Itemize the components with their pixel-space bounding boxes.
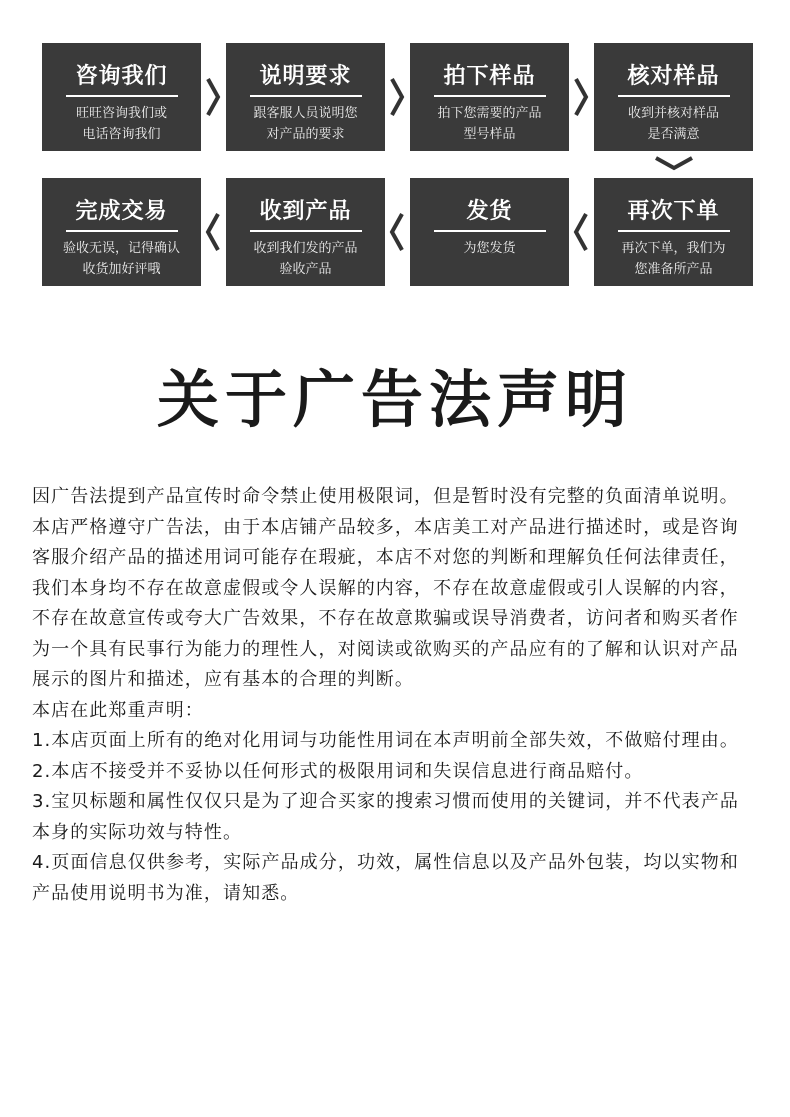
divider bbox=[618, 95, 730, 97]
statement-body bbox=[32, 482, 754, 909]
chevron-left-icon bbox=[573, 212, 589, 252]
divider bbox=[618, 230, 730, 232]
step-explain-requirements bbox=[226, 43, 385, 151]
step-order-sample bbox=[410, 43, 569, 151]
step-complete-deal bbox=[42, 178, 201, 286]
page-title: 关于广告法声明 bbox=[156, 363, 633, 436]
divider bbox=[434, 95, 546, 97]
step-title: 说明要求 bbox=[259, 64, 352, 89]
step-reorder bbox=[594, 178, 753, 286]
step-desc: 再次下单，我们为 您准备所产品 bbox=[621, 241, 726, 277]
step-title: 收到产品 bbox=[259, 199, 352, 224]
paragraph: 因广告法提到产品宣传时命令禁止使用极限词，但是暂时没有完整的负面清单说明。 bbox=[32, 486, 739, 507]
chevron-left-icon bbox=[205, 212, 221, 252]
paragraph: 本店严格遵守广告法，由于本店铺产品较多，本店美工对产品进行描述时，或是咨询客服介绍产品的描述用词可能存在瑕疵，本店不对您的判断和理解负任何法律责任，我们本身均不存在故意虚假或令人误解的内容，不存在故意虚假或引人误解的内容，不存在故意宣传或夸大广告效果，不存在故意欺骗或误导消费者，访问者和购买者作为一个具有民事行为能力的理性人，对阅读或欲购买的产品应有的了解和认识对产品展示的图片和描述，应有基本的合理的判断。 bbox=[32, 516, 739, 690]
divider bbox=[250, 230, 362, 232]
chevron-right-icon bbox=[389, 77, 405, 117]
chevron-down-icon bbox=[654, 155, 694, 171]
step-ship bbox=[410, 178, 569, 286]
step-desc: 验收无误，记得确认 收货加好评哦 bbox=[62, 241, 180, 277]
step-desc: 跟客服人员说明您 对产品的要求 bbox=[253, 106, 358, 142]
step-title: 发货 bbox=[466, 199, 513, 224]
paragraph: 2.本店不接受并不妥协以任何形式的极限用词和失误信息进行商品赔付。 bbox=[32, 760, 644, 782]
divider bbox=[250, 95, 362, 97]
divider bbox=[66, 230, 178, 232]
step-check-sample bbox=[594, 43, 753, 151]
step-desc: 为您发货 bbox=[463, 241, 516, 256]
step-desc: 拍下您需要的产品 型号样品 bbox=[437, 106, 542, 142]
step-title: 再次下单 bbox=[627, 199, 720, 224]
step-title: 拍下样品 bbox=[443, 64, 536, 89]
chevron-left-icon bbox=[389, 212, 405, 252]
paragraph: 4.页面信息仅供参考，实际产品成分，功效，属性信息以及产品外包装，均以实物和产品使用说明书为准，请知悉。 bbox=[32, 852, 739, 904]
step-consult bbox=[42, 43, 201, 151]
chevron-right-icon bbox=[205, 77, 221, 117]
step-desc: 收到并核对样品 是否满意 bbox=[627, 106, 719, 142]
paragraph: 1.本店页面上所有的绝对化用词与功能性用词在本声明前全部失效，不做赔付理由。 bbox=[32, 730, 739, 751]
step-title: 核对样品 bbox=[627, 64, 720, 89]
paragraph: 本店在此郑重声明： bbox=[32, 699, 204, 721]
step-desc: 收到我们发的产品 验收产品 bbox=[253, 241, 358, 277]
divider bbox=[434, 230, 546, 232]
step-receive-product bbox=[226, 178, 385, 286]
step-title: 咨询我们 bbox=[75, 64, 168, 89]
step-title: 完成交易 bbox=[75, 199, 168, 224]
chevron-right-icon bbox=[573, 77, 589, 117]
step-desc: 旺旺咨询我们或 电话咨询我们 bbox=[75, 106, 167, 142]
paragraph: 3.宝贝标题和属性仅仅只是为了迎合买家的搜索习惯而使用的关键词，并不代表产品本身的实际功效与特性。 bbox=[32, 791, 739, 843]
divider bbox=[66, 95, 178, 97]
